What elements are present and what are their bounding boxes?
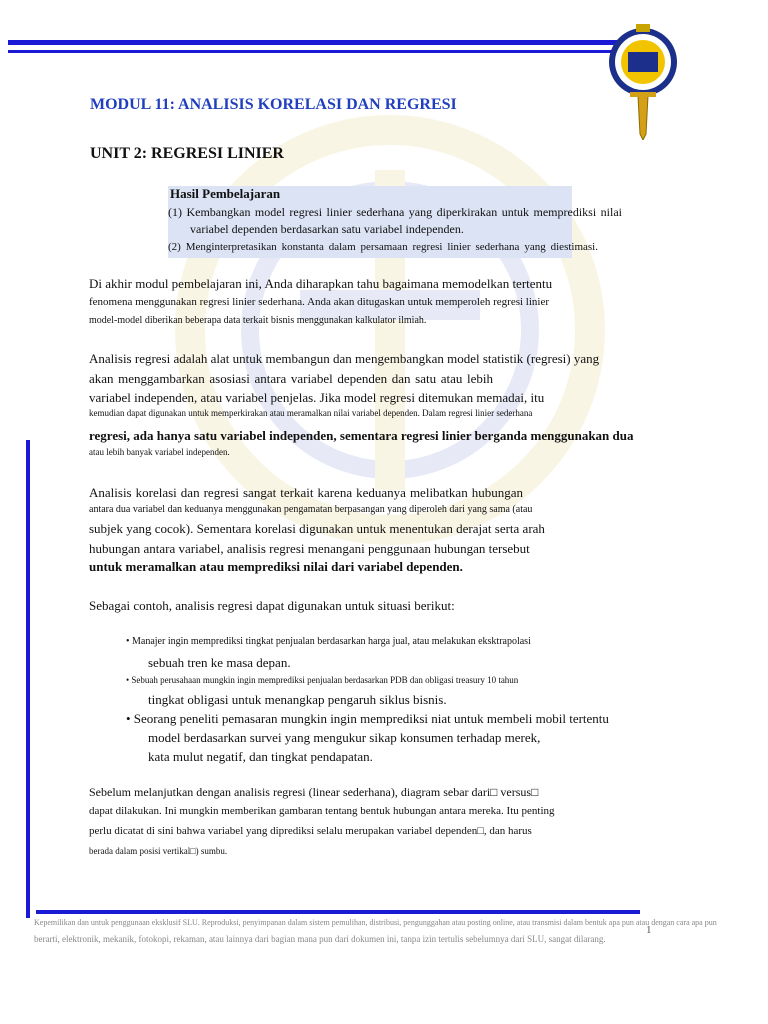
para2-line: variabel independen, atau variabel penjelas. Jika model regresi ditemukan memadai, itu	[89, 390, 545, 405]
para3-line: untuk meramalkan atau memprediksi nilai dari variabel dependen.	[89, 559, 463, 574]
list-item-continuation: kata mulut negatif, dan tingkat pendapatan.	[148, 749, 373, 764]
left-margin-rule	[26, 440, 30, 918]
university-seal-icon	[606, 22, 680, 140]
footer-copyright-line2: berarti, elektronik, mekanik, fotokopi, rekaman, atau lainnya dari bagian mana pun dari dokumen ini, tanpa izin tertulis sebelumnya dari SLU, sangat dilarang.	[34, 934, 606, 944]
learning-outcome-1-line2: variabel dependen berdasarkan satu variabel independen.	[190, 222, 464, 236]
list-item-continuation: model berdasarkan survei yang mengukur sikap konsumen terhadap merek,	[148, 730, 541, 745]
para1-line: model-model diberikan beberapa data terkait bisnis menggunakan kalkulator ilmiah.	[89, 315, 427, 326]
list-item-continuation: tingkat obligasi untuk menangkap pengaruh siklus bisnis.	[148, 692, 447, 707]
page-number: 1	[646, 924, 652, 936]
para3-line: hubungan antara variabel, analisis regresi menangani penggunaan hubungan tersebut	[89, 541, 530, 556]
header-rule-top	[8, 40, 668, 45]
footer-copyright-line1: Kepemilikan dan untuk penggunaan eksklusif SLU. Reproduksi, penyimpanan dalam sistem pemulihan, distribusi, pengunggahan atau posting online, atau transmisi dalam bentuk apa pun atau dengan cara apa pun	[34, 918, 717, 927]
para1-line: Di akhir modul pembelajaran ini, Anda diharapkan tahu bagaimana memodelkan tertentu	[89, 276, 553, 291]
para3-line: antara dua variabel dan keduanya menggunakan pengamatan berpasangan yang diperoleh dari yang sama (atau	[89, 504, 533, 515]
list-item: • Sebuah perusahaan mungkin ingin memprediksi penjualan berdasarkan PDB dan obligasi treasury 10 tahun	[126, 675, 519, 685]
learning-outcome-1-line1: (1) Kembangkan model regresi linier sederhana yang diperkirakan untuk memprediksi nilai	[168, 205, 622, 219]
list-item: • Seorang peneliti pemasaran mungkin ingin memprediksi niat untuk membeli mobil tertentu	[126, 711, 609, 726]
university-watermark-icon	[170, 110, 610, 550]
para2-line: kemudian dapat digunakan untuk memperkirakan atau meramalkan nilai variabel dependen. Dalam regresi linier sederhana	[89, 408, 533, 418]
para2-line: regresi, ada hanya satu variabel independen, sementara regresi linier berganda menggunakan dua	[89, 428, 634, 443]
para3-line: Analisis korelasi dan regresi sangat terkait karena keduanya melibatkan hubungan	[89, 485, 523, 500]
header-rule-bottom	[8, 50, 668, 53]
learning-outcome-2: (2) Menginterpretasikan konstanta dalam persamaan regresi linier sederhana yang diestimasi.	[168, 241, 598, 253]
module-title: MODUL 11: ANALISIS KORELASI DAN REGRESI	[90, 96, 457, 113]
para5-line: perlu dicatat di sini bahwa variabel yang diprediksi selalu merupakan variabel dependen□, dan harus	[89, 825, 532, 837]
footer-rule	[36, 910, 640, 914]
para4-line: Sebagai contoh, analisis regresi dapat digunakan untuk situasi berikut:	[89, 598, 455, 613]
para5-line: berada dalam posisi vertikal□) sumbu.	[89, 846, 228, 856]
para2-line: akan menggambarkan asosiasi antara variabel dependen dan satu atau lebih	[89, 371, 493, 386]
para5-line: dapat dilakukan. Ini mungkin memberikan gambaran tentang bentuk hubungan antara mereka. Itu penting	[89, 805, 555, 817]
unit-title: UNIT 2: REGRESI LINIER	[90, 145, 284, 162]
para1-line: fenomena menggunakan regresi linier sederhana. Anda akan ditugaskan untuk memperoleh regresi linier	[89, 296, 550, 308]
list-item: • Manajer ingin memprediksi tingkat penjualan berdasarkan harga jual, atau melakukan eksktrapolasi	[126, 636, 531, 647]
para2-line: Analisis regresi adalah alat untuk membangun dan mengembangkan model statistik (regresi) yang	[89, 351, 600, 366]
learning-outcomes-heading: Hasil Pembelajaran	[170, 186, 281, 201]
para5-line: Sebelum melanjutkan dengan analisis regresi (linear sederhana), diagram sebar dari□ versus□	[89, 785, 539, 799]
para2-line: atau lebih banyak variabel independen.	[89, 447, 230, 457]
para3-line: subjek yang cocok). Sementara korelasi digunakan untuk menentukan derajat serta arah	[89, 521, 545, 536]
list-item-continuation: sebuah tren ke masa depan.	[148, 655, 291, 670]
